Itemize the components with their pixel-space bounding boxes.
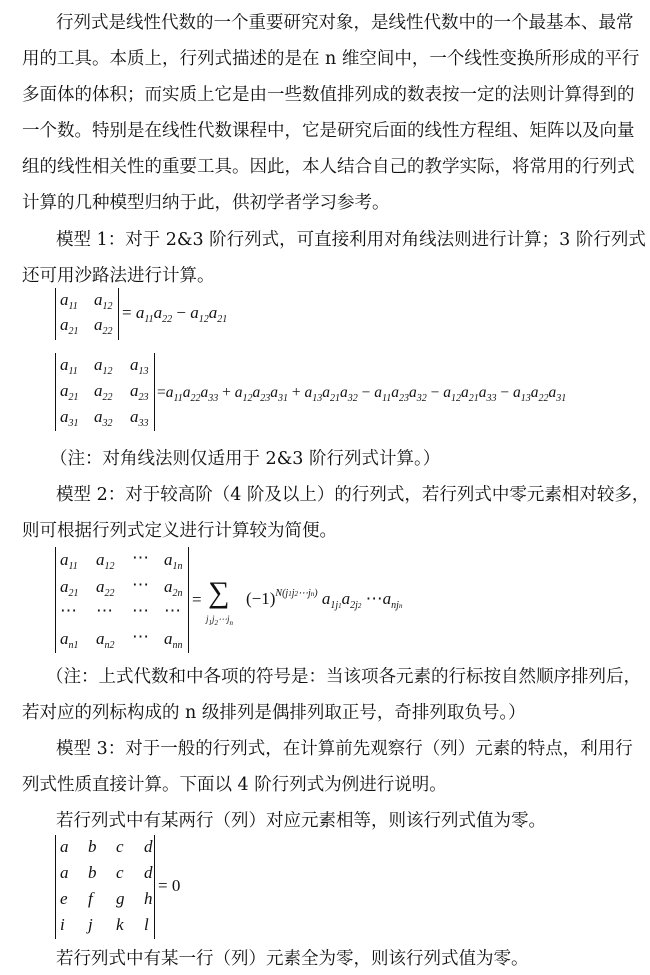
intro-line-6: 计算的几种模型归纳于此，供初学者学习参考。 bbox=[22, 193, 390, 213]
model2-line-2: 则可根据行列式定义进行计算较为简便。 bbox=[22, 521, 337, 541]
intro-line-2: 用的工具。本质上，行列式描述的是在 n 维空间中，一个线性变换所形成的平行 bbox=[22, 49, 640, 69]
det4-cell: j bbox=[88, 915, 93, 934]
sum-index: $j_1j_2\cdots j_n$ bbox=[206, 614, 234, 627]
eq3-rhs: $=a_{11}a_{22}a_{33} + a_{12}a_{23}a_{31} + a_{13}a_{21}a_{32} - a_{11}a_{23}a_{32} - a_{12}a_{21}a_{33} - a_{13}a_{22}a_{31}$ bbox=[157, 384, 567, 404]
determinant-3x3: $a_{11}$ $a_{12}$ $a_{13}$ $a_{21}$ $a_{22}$ $a_{23}$ $a_{31}$ $a_{32}$ $a_{33}$ bbox=[55, 353, 155, 431]
det4-cell: g bbox=[116, 889, 125, 908]
rule2: 若行列式中有某一行（列）元素全为零，则该行列式值为零。 bbox=[56, 949, 529, 969]
det4-cell: k bbox=[116, 915, 124, 934]
det4-cell: e bbox=[60, 889, 68, 908]
det4-cell: f bbox=[88, 889, 93, 908]
model1-line-2: 还可用沙路法进行计算。 bbox=[22, 266, 215, 286]
det4-cell: a bbox=[60, 837, 69, 856]
model3-line-1: 模型 3：对于一般的行列式，在计算前先观察行（列）元素的特点，利用行 bbox=[56, 739, 633, 759]
rule1: 若行列式中有某两行（列）对应元素相等，则该行列式值为零。 bbox=[56, 811, 546, 831]
determinant-2x2: $a_{11}$ $a_{12}$ $a_{21}$ $a_{22}$ bbox=[55, 288, 119, 340]
eqn-rhs: $(-1)^{N(j1j2\cdots jn)}$ $a_{1j1}a_{2j2}$ $\cdots a_{njn}$ bbox=[246, 588, 403, 611]
det4-cell: d bbox=[144, 837, 153, 856]
det4-cell: c bbox=[116, 837, 124, 856]
model1-line-1: 模型 1：对于 2&3 阶行列式，可直接利用对角线法则进行计算；3 阶行列式 bbox=[56, 230, 646, 250]
intro-line-4: 一个数。特别是在线性代数课程中，它是研究后面的线性方程组、矩阵以及向量 bbox=[22, 121, 635, 141]
sigma-symbol: ∑ bbox=[208, 576, 230, 609]
determinant-nxn: $a_{11}$ $a_{12}$ ⋯ $a_{1n}$ $a_{21}$ $a_{22}$ ⋯ $a_{2n}$ ⋯ ⋯ ⋯ ⋯ $a_{n1}$ $a_{n2}$ ⋯ $a_{nn}$ bbox=[55, 547, 189, 653]
note2-line-1: （注：上式代数和中各项的符号是：当该项各元素的行标按自然顺序排列后， bbox=[46, 667, 641, 687]
det4-cell: b bbox=[88, 863, 97, 882]
det4-cell: d bbox=[144, 863, 153, 882]
note2-line-2: 若对应的列标构成的 n 级排列是偶排列取正号，奇排列取负号。） bbox=[22, 703, 526, 723]
intro-line-1: 行列式是线性代数的一个重要研究对象，是线性代数中的一个最基本、最常 bbox=[56, 13, 634, 33]
det4-cell: a bbox=[60, 863, 69, 882]
det4-cell: h bbox=[144, 889, 153, 908]
det4-cell: l bbox=[144, 915, 149, 934]
det4-cell: b bbox=[88, 837, 97, 856]
det4-cell: c bbox=[116, 863, 124, 882]
note1: （注：对角线法则仅适用于 2&3 阶行列式计算。） bbox=[50, 449, 441, 469]
intro-line-5: 组的线性相关性的重要工具。因此，本人结合自己的教学实际，将常用的行列式 bbox=[22, 157, 635, 177]
model3-line-2: 列式性质直接计算。下面以 4 阶行列式为例进行说明。 bbox=[22, 775, 447, 795]
intro-line-3: 多面体的体积；而实质上它是由一些数值排列成的数表按一定的法则计算得到的 bbox=[22, 85, 635, 105]
determinant-4x4 bbox=[55, 835, 155, 939]
det4-cell: i bbox=[60, 915, 65, 934]
eqn-equals: = bbox=[192, 590, 202, 609]
eq4-rhs: = 0 bbox=[158, 876, 181, 895]
eq2-rhs: = $a_{11}a_{22} - a_{12}a_{21}$ bbox=[122, 303, 228, 325]
model2-line-1: 模型 2：对于较高阶（4 阶及以上）的行列式，若行列式中零元素相对较多， bbox=[56, 485, 650, 505]
